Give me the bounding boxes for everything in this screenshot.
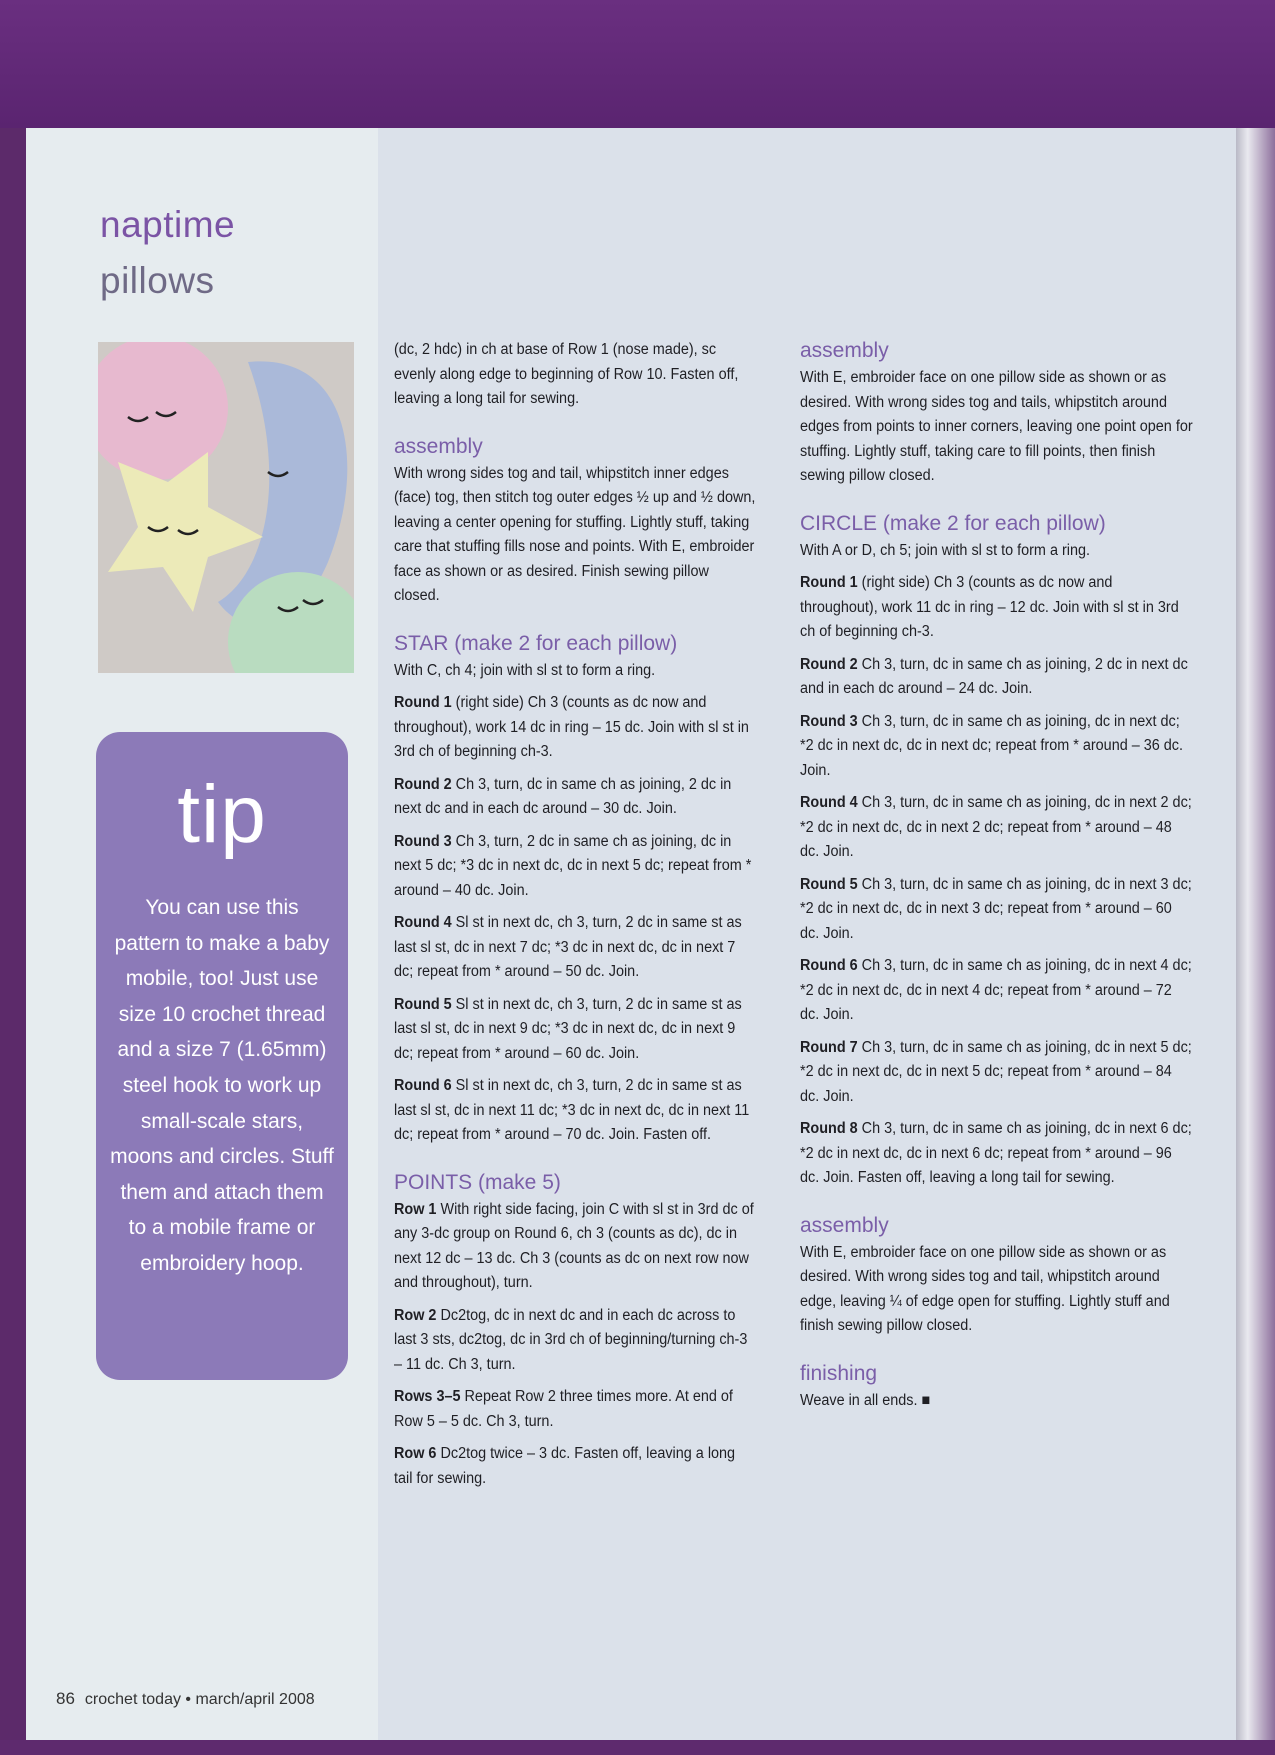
tip-text: You can use this pattern to make a baby mobile, too! Just use size 10 crochet thread and a size 7 (1.65mm) steel hook to work up small-scale stars, moons and circles. Stuff them and attach them to a mobile frame or embroidery hoop.: [110, 896, 334, 1275]
step-label: Round 5: [394, 995, 452, 1013]
section-heading: assembly: [800, 1213, 889, 1237]
step-text: Ch 3, turn, dc in same ch as joining, 2 dc in next dc and in each dc around – 30 dc. Join.: [394, 775, 732, 817]
step-label: Row 2: [394, 1306, 437, 1324]
step-label: Row 1: [394, 1200, 437, 1218]
instruction-step: [800, 954, 1193, 1028]
instruction-step: [800, 571, 1193, 645]
section-heading: assembly: [800, 339, 889, 362]
tip-box: [96, 732, 348, 1380]
circle-intro: With A or D, ch 5; join with sl st to form a ring.: [800, 541, 1091, 559]
step-label: Round 6: [394, 1077, 452, 1094]
page-footer: [56, 1689, 315, 1709]
step-label: Round 7: [800, 1038, 858, 1056]
step-label: Round 8: [800, 1120, 858, 1137]
magazine-page: [26, 128, 1236, 1740]
step-label: Rows 3–5: [394, 1388, 461, 1405]
step-text: Sl st in next dc, ch 3, turn, 2 dc in same st as last sl st, dc in next 11 dc; *3 dc in next dc, dc in next 11 dc; repeat from * around – 70 dc. Join. Fasten off.: [394, 1077, 750, 1143]
step-label: Round 4: [800, 794, 858, 811]
step-label: Row 6: [394, 1445, 437, 1462]
instruction-step: [800, 873, 1193, 947]
section-heading: assembly: [394, 434, 483, 458]
left-sidebar: [26, 128, 378, 1740]
section-heading: finishing: [800, 1361, 878, 1385]
instruction-step: [800, 710, 1193, 784]
page-spine-edge: [1236, 128, 1275, 1755]
step-text: Ch 3, turn, dc in same ch as joining, dc in next dc; *2 dc in next dc, dc in next dc; repeat from * around – 36 dc. Join.: [800, 712, 1184, 779]
step-text: Ch 3, turn, dc in same ch as joining, dc in next 6 dc; *2 dc in next dc, dc in next 6 dc; repeat from * around – 96 dc. Join. Fasten off, leaving a long tail for sewing.: [800, 1120, 1192, 1186]
instruction-step: [800, 653, 1193, 702]
instruction-step: [394, 1198, 757, 1296]
middle-column: [394, 338, 759, 1499]
assembly-paragraph: With E, embroider face on one pillow side as shown or as desired. With wrong sides tog and tail, whipstitch around edge, leaving ¼ of edge open for stuffing. Lightly stuff and finish sewing pillow closed.: [800, 1243, 1170, 1334]
step-label: Round 5: [800, 875, 858, 893]
section-heading: STAR (make 2 for each pillow): [394, 631, 678, 655]
finishing-paragraph: [800, 1389, 1193, 1414]
instruction-step: [800, 791, 1193, 865]
instruction-step: [394, 1385, 757, 1434]
pillows-illustration: [98, 342, 354, 673]
section-heading: CIRCLE (make 2 for each pillow): [800, 511, 1106, 535]
top-color-band: [0, 0, 1275, 128]
end-square-icon: ■: [921, 1391, 931, 1409]
step-text: (right side) Ch 3 (counts as dc now and throughout), work 14 dc in ring – 15 dc. Join with sl st in 3rd ch of beginning ch-3.: [394, 694, 749, 760]
step-text: Repeat Row 2 three times more. At end of Row 5 – 5 dc. Ch 3, turn.: [394, 1388, 733, 1430]
page-title-line-1: naptime: [100, 204, 236, 245]
step-text: Ch 3, turn, dc in same ch as joining, dc in next 4 dc; *2 dc in next dc, dc in next 4 dc; repeat from * around – 72 dc. Join.: [800, 957, 1192, 1023]
finishing-text: Weave in all ends.: [800, 1391, 918, 1409]
step-text: Ch 3, turn, dc in same ch as joining, dc in next 5 dc; *2 dc in next dc, dc in next 5 dc; repeat from * around – 84 dc. Join.: [800, 1038, 1192, 1105]
intro-paragraph: (dc, 2 hdc) in ch at base of Row 1 (nose made), sc evenly along edge to beginning of Row 10. Fasten off, leaving a long tail for sewing.: [394, 341, 739, 407]
page-number: 86: [56, 1689, 75, 1708]
instruction-step: [800, 1036, 1193, 1110]
right-column: [800, 338, 1195, 1421]
magazine-issue: crochet today • march/april 2008: [84, 1691, 315, 1708]
step-label: Round 1: [394, 694, 452, 711]
step-text: (right side) Ch 3 (counts as dc now and throughout), work 11 dc in ring – 12 dc. Join with sl st in 3rd ch of beginning ch-3.: [800, 574, 1179, 640]
step-label: Round 2: [394, 775, 452, 793]
instruction-step: [394, 993, 757, 1067]
step-label: Round 1: [800, 574, 858, 591]
step-label: Round 6: [800, 957, 858, 974]
step-text: Dc2tog, dc in next dc and in each dc across to last 3 sts, dc2tog, dc in 3rd ch of beginning/turning ch-3 – 11 dc. Ch 3, turn.: [394, 1306, 748, 1373]
step-text: Ch 3, turn, 2 dc in same ch as joining, dc in next 5 dc; *3 dc in next dc, dc in next 5 dc; repeat from * around – 40 dc. Join.: [394, 832, 752, 899]
page-title-line-2: pillows: [100, 260, 215, 301]
step-text: Dc2tog twice – 3 dc. Fasten off, leaving a long tail for sewing.: [394, 1445, 736, 1487]
step-label: Round 3: [800, 712, 858, 730]
instruction-step: [394, 830, 757, 904]
pillows-photo: [98, 342, 354, 673]
step-label: Round 2: [800, 655, 858, 673]
instruction-step: [394, 911, 757, 985]
bottom-color-band: [0, 1740, 1275, 1755]
instruction-step: [394, 773, 757, 822]
step-text: Ch 3, turn, dc in same ch as joining, dc in next 3 dc; *2 dc in next dc, dc in next 3 dc; repeat from * around – 60 dc. Join.: [800, 875, 1192, 942]
instruction-step: [394, 1074, 757, 1148]
star-intro: With C, ch 4; join with sl st to form a ring.: [394, 661, 656, 679]
page-left-edge: [0, 128, 26, 1755]
step-text: Ch 3, turn, dc in same ch as joining, 2 dc in next dc and in each dc around – 24 dc. Join.: [800, 655, 1188, 697]
step-text: With right side facing, join C with sl st in 3rd dc of any 3-dc group on Round 6, ch 3 (counts as dc), dc in next 12 dc – 13 dc. Ch 3 (counts as dc on next row now and throughout), turn.: [394, 1200, 754, 1291]
assembly-paragraph: With E, embroider face on one pillow side as shown or as desired. With wrong sides tog and tails, whipstitch around edges from points to inner corners, leaving one point open for stuffing. Lightly stuff, taking care to fill points, then finish sewing pillow closed.: [800, 369, 1193, 484]
instruction-step: [394, 691, 757, 765]
step-label: Round 4: [394, 914, 452, 931]
step-text: Sl st in next dc, ch 3, turn, 2 dc in same st as last sl st, dc in next 7 dc; *3 dc in next dc, dc in next 7 dc; repeat from * around – 50 dc. Join.: [394, 914, 742, 980]
instruction-step: [800, 1117, 1193, 1191]
instruction-step: [394, 1442, 757, 1491]
assembly-paragraph: With wrong sides tog and tail, whipstitch inner edges (face) tog, then stitch tog outer edges ½ up and ½ down, leaving a center opening for stuffing. Lightly stuff, taking care that stuffing fills nose and points. With E, embroider face as shown or as desired. Finish sewing pillow closed.: [394, 464, 756, 604]
tip-heading: tip: [177, 769, 267, 860]
step-text: Ch 3, turn, dc in same ch as joining, dc in next 2 dc; *2 dc in next dc, dc in next 2 dc; repeat from * around – 48 dc. Join.: [800, 794, 1192, 860]
step-label: Round 3: [394, 832, 452, 850]
instruction-step: [394, 1304, 757, 1378]
step-text: Sl st in next dc, ch 3, turn, 2 dc in same st as last sl st, dc in next 9 dc; *3 dc in next dc, dc in next 9 dc; repeat from * around – 60 dc. Join.: [394, 995, 742, 1062]
section-heading: POINTS (make 5): [394, 1170, 561, 1194]
